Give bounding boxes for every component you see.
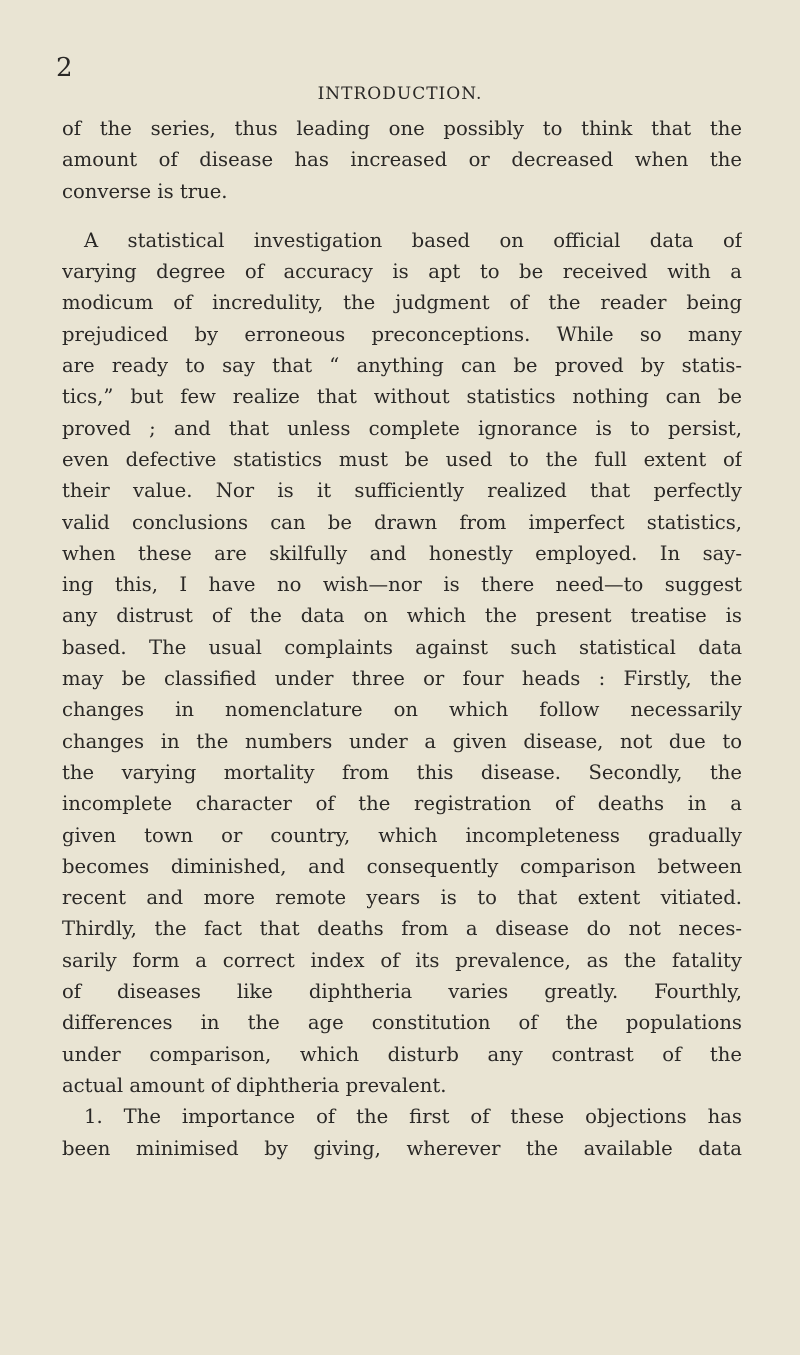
text-line: changes in nomenclature on which follow necessarily: [62, 698, 742, 722]
text-line: varying degree of accuracy is apt to be received with a: [62, 260, 742, 284]
text-line: 1. The importance of the first of these objections has: [84, 1105, 742, 1129]
text-line: amount of disease has increased or decreased when the: [62, 148, 742, 172]
text-line: incomplete character of the registration of deaths in a: [62, 792, 742, 816]
text-line: when these are skilfully and honestly employed. In say-: [62, 541, 742, 565]
text-line: of diseases like diphtheria varies greatly. Fourthly,: [62, 980, 742, 1004]
text-line: given town or country, which incompleteness gradually: [62, 823, 742, 847]
text-line: recent and more remote years is to that extent vitiated.: [62, 886, 742, 910]
text-line: are ready to say that “ anything can be proved by statis-: [62, 354, 742, 378]
text-line: any distrust of the data on which the present treatise is: [62, 604, 742, 628]
text-line: becomes diminished, and consequently comparison between: [62, 854, 742, 878]
running-head: INTRODUCTION.: [317, 84, 483, 104]
text-line: prejudiced by erroneous preconceptions. While so many: [62, 322, 742, 346]
text-line: converse is true.: [62, 179, 228, 203]
paragraph-2: [62, 225, 742, 1101]
text-line: of the series, thus leading one possibly to think that the: [62, 117, 742, 140]
text-line: may be classified under three or four heads : Firstly, the: [62, 667, 742, 691]
text-line: under comparison, which disturb any contrast of the: [62, 1042, 742, 1066]
paragraph-1: [62, 113, 742, 207]
text-line: proved ; and that unless complete ignorance is to persist,: [62, 416, 742, 440]
text-line: their value. Nor is it sufficiently realized that perfectly: [62, 479, 742, 503]
text-line: Thirdly, the fact that deaths from a disease do not neces-: [62, 917, 742, 941]
text-line: sarily form a correct index of its prevalence, as the fatality: [62, 948, 742, 972]
text-line: tics,” but few realize that without statistics nothing can be: [62, 385, 742, 409]
text-line: A statistical investigation based on official data of: [84, 228, 742, 252]
paragraph-3: [62, 1101, 742, 1164]
page-number: 2: [56, 53, 73, 83]
text-line: valid conclusions can be drawn from imperfect statistics,: [62, 510, 742, 534]
text-line: even defective statistics must be used to the full extent of: [62, 447, 742, 471]
text-line: the varying mortality from this disease. Secondly, the: [62, 760, 742, 784]
text-line: changes in the numbers under a given disease, not due to: [62, 729, 742, 753]
text-line: differences in the age constitution of the populations: [62, 1011, 742, 1035]
text-line: based. The usual complaints against such statistical data: [62, 635, 742, 659]
text-line: ing this, I have no wish—nor is there need—to suggest: [62, 573, 742, 597]
body-text: [62, 113, 742, 1164]
text-line: modicum of incredulity, the judgment of the reader being: [62, 291, 742, 315]
text-line: actual amount of diphtheria prevalent.: [62, 1073, 447, 1097]
text-line: been minimised by giving, wherever the available data: [62, 1136, 742, 1160]
